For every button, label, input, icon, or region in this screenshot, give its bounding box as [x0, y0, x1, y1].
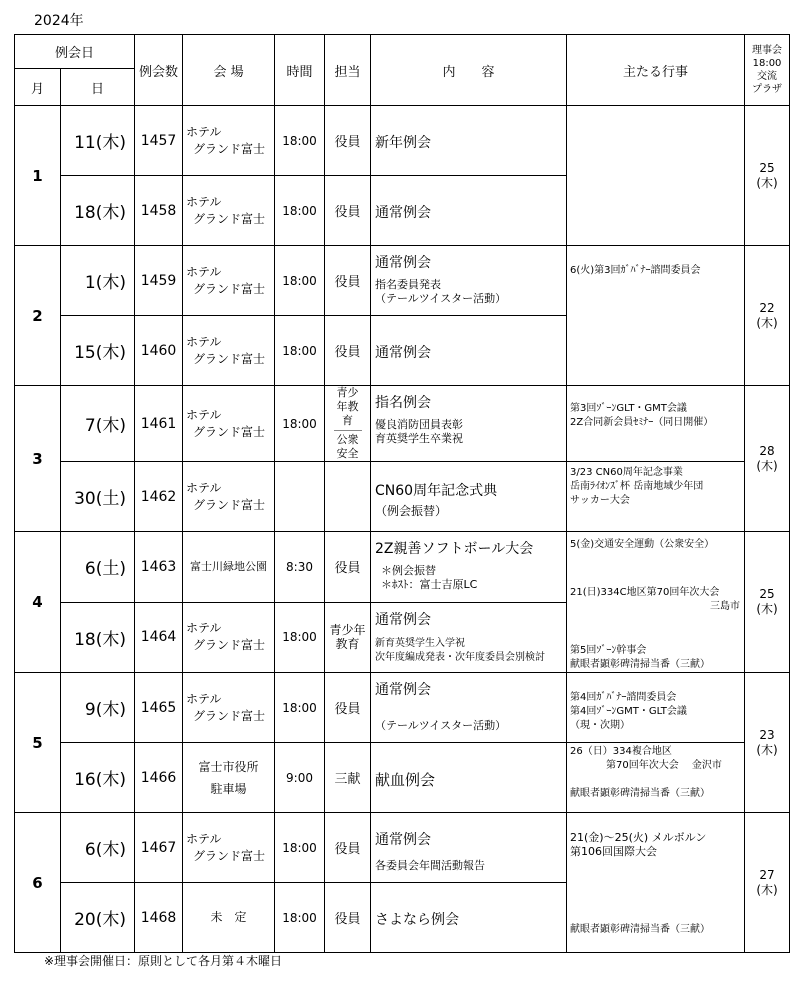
header-venue: 会 場: [183, 35, 275, 106]
venue-line2: グランド富士: [193, 638, 266, 653]
venue-cell: [183, 176, 275, 246]
venue-cell: [183, 386, 275, 462]
time-cell: 18:00: [275, 106, 325, 176]
venue-line1: ホテル: [186, 621, 222, 636]
table-row: [15, 743, 790, 813]
event-line: 第3回ｿﾞｰﾝGLT・GMT会議: [570, 403, 687, 414]
rijikai-dow: (木): [756, 175, 778, 190]
day-cell: 6(木): [61, 813, 135, 883]
venue-cell: [183, 813, 275, 883]
venue-line2: グランド富士: [193, 211, 266, 226]
event-line: 献眼者顕彰碑清掃当番（三献）: [570, 659, 711, 670]
time-cell: 18:00: [275, 176, 325, 246]
content-sub: 次年度編成発表・次年度委員会別検討: [375, 651, 546, 663]
venue-line1: ホテル: [186, 334, 222, 349]
event-line: 第106回国際大会: [570, 845, 658, 858]
venue-line1: ホテル: [186, 264, 222, 279]
content-sub: （テールツイスター活動）: [375, 292, 507, 305]
time-cell: 18:00: [275, 386, 325, 462]
content-cell: [371, 462, 567, 532]
time-cell: 8:30: [275, 532, 325, 603]
meeting-number: 1466: [135, 743, 183, 813]
venue-line1: ホテル: [186, 831, 222, 846]
rijikai-cell: [745, 246, 790, 386]
event-line: 5(金)交通安全運動（公衆安全）: [570, 539, 715, 550]
rijikai-dow: (木): [756, 315, 778, 330]
content-main: 通常例会: [375, 682, 432, 698]
content-main: 指名例会: [375, 395, 432, 411]
day-cell: 11(木): [61, 106, 135, 176]
content-main: 通常例会: [375, 611, 432, 628]
event-line: （現・次期）: [570, 720, 631, 731]
events-cell: [567, 673, 745, 743]
time-cell: 18:00: [275, 813, 325, 883]
venue-line1: ホテル: [186, 480, 222, 495]
rijikai-date: 23: [759, 727, 775, 742]
venue-cell: [183, 743, 275, 813]
venue-cell: [183, 246, 275, 316]
header-month: 月: [15, 69, 61, 106]
meeting-number: 1468: [135, 883, 183, 953]
day-cell: 16(木): [61, 743, 135, 813]
rijikai-dow: (木): [756, 458, 778, 473]
day-cell: 18(木): [61, 176, 135, 246]
event-line: 第4回ｶﾞﾊﾞﾅｰ諮問委員会: [570, 692, 677, 703]
header-reikaibi: 例会日: [15, 35, 135, 69]
year-label: 2024年: [34, 13, 84, 29]
content-cell: [371, 813, 567, 883]
rijikai-dow: (木): [756, 882, 778, 897]
content-sub: 指名委員発表: [375, 278, 442, 291]
tanto-b: 教育: [335, 637, 360, 652]
events-cell: [567, 462, 745, 532]
month-cell: 1: [15, 106, 61, 246]
header-tanto: 担当: [325, 35, 371, 106]
meeting-number: 1464: [135, 602, 183, 673]
venue-line2: グランド富士: [193, 141, 266, 156]
events-cell: [567, 743, 745, 813]
time-cell: 9:00: [275, 743, 325, 813]
header-content: 内 容: [371, 35, 567, 106]
tanto-b: 公衆安全: [334, 430, 362, 461]
rijikai-cell: [745, 673, 790, 813]
table-row: [15, 462, 790, 532]
content-sub: 育英奨学生卒業祝: [375, 432, 464, 445]
venue-line2: グランド富士: [193, 708, 266, 723]
venue-line1: 富士市役所: [198, 759, 259, 774]
venue-line2: グランド富士: [193, 351, 266, 366]
meeting-number: 1458: [135, 176, 183, 246]
venue-line2: グランド富士: [193, 281, 266, 296]
header-count: 例会数: [135, 35, 183, 106]
events-cell: [567, 532, 745, 673]
content-cell: [371, 176, 567, 246]
header-day: 日: [61, 69, 135, 106]
tanto-cell: 役員: [325, 176, 371, 246]
tanto-cell: [325, 602, 371, 673]
month-cell: 6: [15, 813, 61, 953]
rijikai-cell: [745, 813, 790, 953]
event-line: 第4回ｿﾞｰﾝGMT・GLT会議: [570, 706, 687, 717]
meeting-number: 1463: [135, 532, 183, 603]
content-main: 2Z親善ソフトボール大会: [375, 541, 534, 557]
content-main: CN60周年記念式典: [375, 483, 498, 499]
content-sub: ＊例会振替: [381, 564, 437, 577]
meeting-number: 1465: [135, 673, 183, 743]
header-rijikai-place1: 交流: [757, 71, 778, 82]
rijikai-cell: [745, 532, 790, 673]
month-cell: 5: [15, 673, 61, 813]
time-cell: 18:00: [275, 316, 325, 386]
tanto-cell: 役員: [325, 883, 371, 953]
venue-line2: グランド富士: [193, 848, 266, 863]
event-line: 21(日)334C地区第70回年次大会: [570, 587, 720, 598]
rijikai-date: 27: [759, 867, 775, 882]
table-row: [15, 106, 790, 176]
rijikai-cell: [745, 106, 790, 246]
meeting-number: 1462: [135, 462, 183, 532]
events-cell: [567, 246, 745, 386]
footnote: ※理事会開催日：原則として各月第４木曜日: [44, 954, 283, 968]
tanto-cell: [325, 462, 371, 532]
header-rijikai-label: 理事会: [752, 45, 783, 56]
venue-cell: 富士川緑地公園: [183, 532, 275, 603]
table-row: [15, 386, 790, 462]
venue-line1: ホテル: [186, 691, 222, 706]
time-cell: 18:00: [275, 602, 325, 673]
day-cell: 1(木): [61, 246, 135, 316]
venue-line2: グランド富士: [193, 424, 266, 439]
venue-cell: [183, 602, 275, 673]
event-line: 26（日）334複合地区: [570, 746, 672, 757]
venue-line2: 駐車場: [210, 781, 247, 796]
event-line: 献眼者顕彰碑清掃当番（三献）: [570, 788, 711, 799]
tanto-cell: [325, 386, 371, 462]
venue-cell: [183, 316, 275, 386]
content-main: 新年例会: [375, 135, 432, 151]
content-sub: （テールツイスター活動）: [375, 719, 507, 732]
tanto-a: 青少年教育: [336, 386, 359, 427]
content-cell: [371, 246, 567, 316]
venue-cell: [183, 106, 275, 176]
header-events: 主たる行事: [567, 35, 745, 106]
tanto-a: 青少年: [329, 623, 366, 638]
content-main: 通常例会: [375, 205, 432, 221]
content-cell: [371, 743, 567, 813]
tanto-cell: 三献: [325, 743, 371, 813]
venue-cell: 未 定: [183, 883, 275, 953]
meeting-number: 1461: [135, 386, 183, 462]
tanto-cell: 役員: [325, 246, 371, 316]
time-cell: 18:00: [275, 673, 325, 743]
meeting-number: 1460: [135, 316, 183, 386]
content-sub: 優良消防団員表彰: [375, 418, 464, 431]
content-sub: ＊ﾎｽﾄ：富士吉原LC: [381, 578, 478, 591]
time-cell: 18:00: [275, 246, 325, 316]
content-sub: （例会振替）: [375, 504, 448, 518]
meeting-number: 1457: [135, 106, 183, 176]
tanto-cell: 役員: [325, 673, 371, 743]
day-cell: 15(木): [61, 316, 135, 386]
day-cell: 20(木): [61, 883, 135, 953]
event-line: 21(金)～25(火) メルボルン: [570, 831, 707, 844]
table-row: [15, 813, 790, 883]
tanto-cell: 役員: [325, 813, 371, 883]
events-cell: [567, 813, 745, 953]
day-cell: 6(土): [61, 532, 135, 603]
content-cell: [371, 532, 567, 603]
rijikai-dow: (木): [756, 742, 778, 757]
venue-line2: グランド富士: [193, 497, 266, 512]
venue-cell: [183, 462, 275, 532]
tanto-cell: 役員: [325, 106, 371, 176]
meeting-number: 1459: [135, 246, 183, 316]
table-row: [15, 246, 790, 316]
rijikai-date: 25: [759, 587, 775, 601]
month-cell: 2: [15, 246, 61, 386]
events-cell: [567, 106, 745, 246]
day-cell: 30(土): [61, 462, 135, 532]
event-line: 2Z合同新会員ｾﾐﾅｰ（同日開催）: [570, 417, 714, 428]
venue-line1: ホテル: [186, 407, 222, 422]
time-cell: 18:00: [275, 883, 325, 953]
event-line: 第5回ｿﾞｰﾝ幹事会: [570, 645, 647, 656]
header-rijikai-place2: プラザ: [752, 84, 783, 95]
content-sub: 新育英奨学生入学祝: [375, 637, 466, 649]
meeting-number: 1467: [135, 813, 183, 883]
month-cell: 3: [15, 386, 61, 532]
event-line: 三島市: [710, 601, 741, 612]
event-line: サッカー大会: [570, 495, 630, 506]
event-line: 岳南ﾗｲｵﾝｽﾞ杯 岳南地域少年団: [570, 481, 704, 492]
content-main: 通常例会: [375, 345, 432, 361]
content-main: さよなら例会: [375, 912, 460, 928]
schedule-table: [14, 34, 790, 953]
content-main: 通常例会: [375, 255, 432, 271]
rijikai-date: 22: [759, 300, 775, 315]
rijikai-date: 25: [759, 160, 775, 175]
content-cell: [371, 602, 567, 673]
header-rijikai: [745, 35, 790, 106]
header-time: 時間: [275, 35, 325, 106]
event-line: 3/23 CN60周年記念事業: [570, 467, 683, 478]
venue-line1: ホテル: [186, 124, 222, 139]
event-line: 第70回年次大会 金沢市: [606, 760, 722, 771]
month-cell: 4: [15, 532, 61, 673]
event-line: 6(火)第3回ｶﾞﾊﾞﾅｰ諮問委員会: [570, 265, 701, 276]
content-main: 通常例会: [375, 832, 432, 848]
rijikai-date: 28: [759, 443, 775, 458]
day-cell: 9(木): [61, 673, 135, 743]
day-cell: 18(木): [61, 602, 135, 673]
rijikai-cell: [745, 386, 790, 532]
day-cell: 7(木): [61, 386, 135, 462]
content-cell: [371, 386, 567, 462]
table-row: [15, 532, 790, 603]
content-cell: [371, 883, 567, 953]
venue-cell: [183, 673, 275, 743]
content-cell: [371, 106, 567, 176]
events-cell: [567, 386, 745, 462]
rijikai-dow: (木): [756, 602, 778, 616]
content-cell: [371, 673, 567, 743]
event-line: 献眼者顕彰碑清掃当番（三献）: [570, 924, 711, 935]
header-rijikai-time: 18:00: [752, 58, 782, 69]
content-sub: 各委員会年間活動報告: [375, 859, 486, 872]
time-cell: [275, 462, 325, 532]
tanto-cell: 役員: [325, 316, 371, 386]
venue-line1: ホテル: [186, 194, 222, 209]
tanto-cell: 役員: [325, 532, 371, 603]
table-row: [15, 673, 790, 743]
content-cell: [371, 316, 567, 386]
content-main: 献血例会: [375, 771, 436, 789]
